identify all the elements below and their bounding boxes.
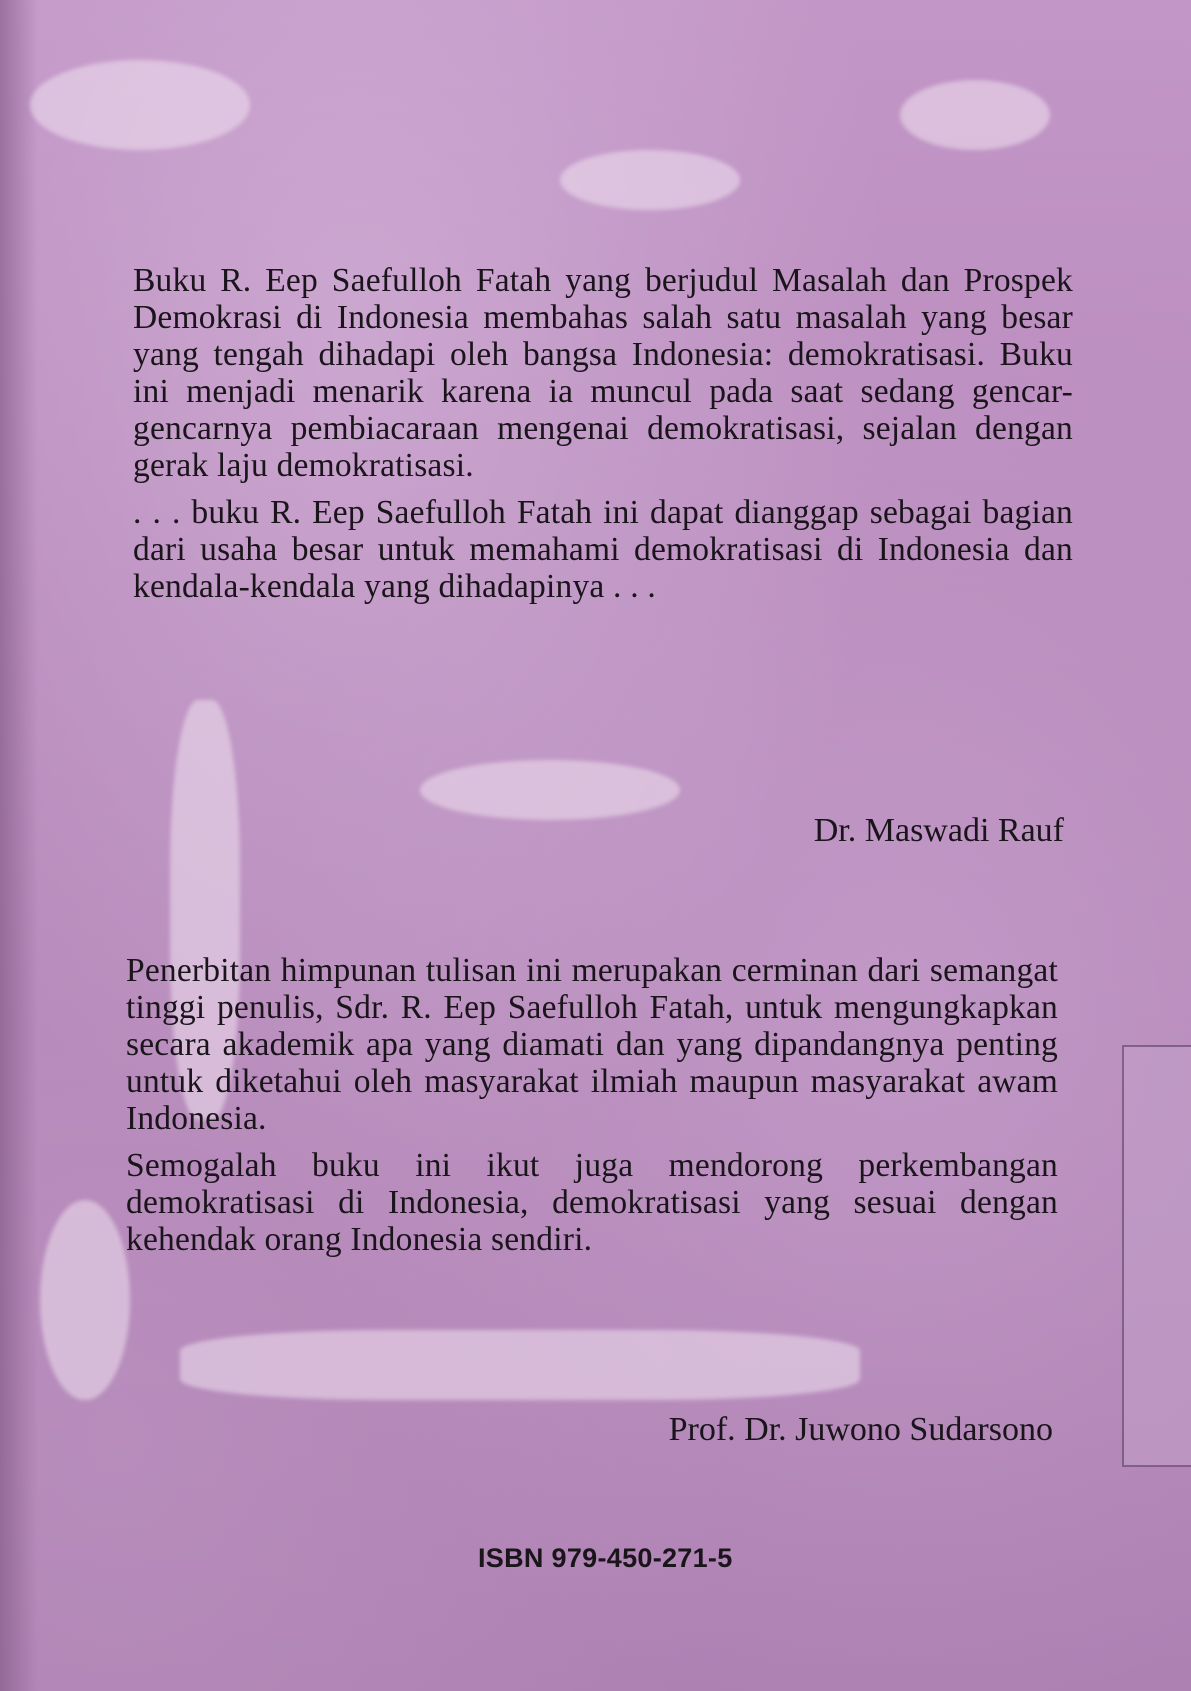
endorsement-author: Prof. Dr. Juwono Sudarsono bbox=[668, 1411, 1053, 1448]
spine-shadow bbox=[0, 0, 38, 1691]
endorsement-paragraph: Buku R. Eep Saefulloh Fatah yang berjudul Masalah dan Prospek Demokrasi di Indonesia membahas salah satu masalah yang besar yang tengah dihadapi oleh bangsa Indonesia: demokratisasi. Buku ini menjadi menarik karena ia muncul pada saat sedang gencar-gencarnya pembiacaraan mengenai demokratisasi, sejalan dengan gerak laju demokratisasi. bbox=[133, 262, 1073, 484]
wear-mark bbox=[30, 60, 250, 150]
wear-mark bbox=[420, 760, 680, 820]
wear-mark bbox=[180, 1330, 860, 1400]
endorsement-maswadi-text bbox=[133, 262, 1073, 615]
wear-mark bbox=[900, 80, 1050, 150]
endorsement-author: Dr. Maswadi Rauf bbox=[813, 812, 1064, 849]
isbn-number: ISBN 979-450-271-5 bbox=[478, 1543, 733, 1573]
endorsement-paragraph: Penerbitan himpunan tulisan ini merupakan cerminan dari semangat tinggi penulis, Sdr. R. Eep Saefulloh Fatah, untuk mengungkapkan secara akademik apa yang diamati dan yang dipandangnya penting untuk diketahui oleh masyarakat ilmiah maupun masyarakat awam Indonesia. bbox=[126, 952, 1058, 1137]
endorsement-paragraph: Semogalah buku ini ikut juga mendorong perkembangan demokratisasi di Indonesia, demokratisasi yang sesuai dengan kehendak orang Indonesia sendiri. bbox=[126, 1147, 1058, 1258]
wear-mark bbox=[560, 150, 740, 210]
wear-mark bbox=[40, 1200, 130, 1400]
endorsement-juwono-text bbox=[126, 952, 1058, 1268]
endorsement-paragraph: . . . buku R. Eep Saefulloh Fatah ini dapat dianggap sebagai bagian dari usaha besar untuk memahami demokratisasi di Indonesia dan kendala-kendala yang dihadapinya . . . bbox=[133, 494, 1073, 605]
library-label-sticker bbox=[1122, 1045, 1191, 1467]
